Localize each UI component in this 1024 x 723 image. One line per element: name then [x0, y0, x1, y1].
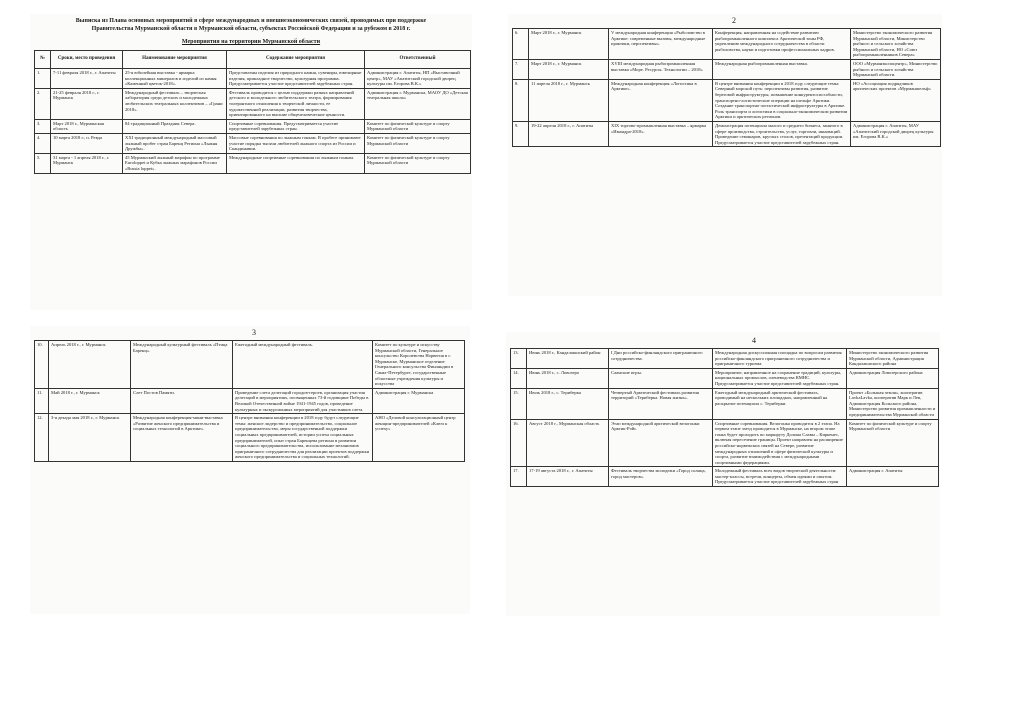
table-row [35, 341, 465, 389]
cell-number: 15. [511, 388, 527, 419]
cell-number: 9. [513, 121, 529, 146]
cell-date-place: 7-11 февраля 2018 г., г. Апатиты [51, 69, 123, 89]
cell-event-name: 45 Мурманский лыжный марафон по программе Euroloppet и Кубка лыжных марафонов России «Russia loppet». [123, 153, 227, 173]
cell-event-name: Четвертый Арктический фестиваль развития территорий «Териберка. Новая жизнь». [609, 388, 713, 419]
cell-event-name: Международный фестиваль – творческая лаборатория среди детских и молодежных любительских театральных коллективов – «Грани 2018». [123, 88, 227, 119]
section-subtitle: Мероприятия на территории Мурманской области [181, 39, 321, 45]
cell-date-place: Апрель 2018 г., г. Мурманск [49, 341, 131, 389]
cell-content: Конференция, направленная на содействие развитию рыбопромышленного комплекса Арктической зоны РФ, укреплению международного сотрудничества в области рыболовства, науки и подготовки профессиональных кадров. [713, 29, 851, 60]
cell-event-name: XXI традиционный международный массовый лыжный пробег стран Баренц Региона «Лыжня Дружбы». [123, 133, 227, 153]
cell-date-place: 10 марта 2018 г., п. Ревда [51, 133, 123, 153]
cell-content: Массовые соревнования по лыжным гонкам. В пробеге принимают участие порядка тысячи любителей лыжного спорта из России и Скандинавии. [227, 133, 365, 153]
cell-responsible: Комитет по физической культуре и спорту Мурманской области [365, 153, 471, 173]
cell-event-name: 25-я юбилейная выставка - ярмарка коллекционных минералов и изделий из камня «Каменный цветок-2018». [123, 69, 227, 89]
cell-event-name: Слет Постов Памяти. [131, 388, 233, 413]
cell-content: Спортивные соревнования. Предусматривается участие представителей зарубежных стран. [227, 119, 365, 133]
page-number: 4 [752, 336, 756, 345]
col-header-responsible: Ответственный [365, 51, 471, 69]
col-header-date-place: Сроки, место проведения [51, 51, 123, 69]
cell-date-place: Май 2018 г., г. Мурманск [49, 388, 131, 413]
document-title [30, 18, 472, 33]
cell-number: 13. [511, 349, 527, 369]
cell-event-name: 84 традиционный Праздник Севера. [123, 119, 227, 133]
cell-content: Демонстрация потенциала малого и среднего бизнеса, занятого в сфере производства, строительства, услуг, торговли, инноваций. Проведение семинаров, круглых столов, презентаций продукции. Предусматривается участие представителей зарубежных стран. [713, 121, 851, 146]
cell-number: 3. [35, 119, 51, 133]
cell-date-place: 17-19 августа 2018 г., г. Апатиты [527, 467, 609, 487]
cell-number: 5. [35, 153, 51, 173]
cell-number: 14. [511, 368, 527, 388]
cell-responsible: Министерство экономического развития Мурманской области, Администрация Кандалакшского района [847, 349, 939, 369]
table-row [511, 419, 939, 467]
cell-responsible: Администрация г. Апатиты, НП «Выставочный центр», МАУ «Апатитский городской дворец культуры им. Егорова В.К.» [365, 69, 471, 89]
cell-responsible: Комитет по физической культуре и спорту Мурманской области [847, 419, 939, 467]
cell-number: 17. [511, 467, 527, 487]
table-row [35, 388, 465, 413]
cell-event-name: Этап международной арктической велогонки Арктик-Рэйс. [609, 419, 713, 467]
cell-date-place: 31 марта - 1 апреля 2018 г., г. Мурманск [51, 153, 123, 173]
cell-content: Представлены изделия из природного камня, сувениры, ювелирные изделия, прикладное творчество, культурная программа. Предусматривается участие представителей зарубежных стран. [227, 69, 365, 89]
cell-event-name: Фестиваль творчества молодежи «Город солнца, город мастеров». [609, 467, 713, 487]
cell-date-place: 21-25 февраля 2018 г., г. Мурманск [51, 88, 123, 119]
cell-event-name: XVIII международная рыбопромышленная выставка «Море. Ресурсы. Технологии – 2018» [609, 59, 713, 79]
cell-number: 4. [35, 133, 51, 153]
document-page-2 [508, 14, 942, 296]
table-row [35, 69, 471, 89]
cell-date-place: Июнь 2018 г., с. Ловозеро [527, 368, 609, 388]
table-row [511, 349, 939, 369]
cell-content: Ежегодный международный арктический фестиваль, проводимый на нескольких площадках, направленный на раскрытие потенциала с. Териберки. [713, 388, 847, 419]
table-row [35, 119, 471, 133]
table-row [511, 388, 939, 419]
cell-responsible: АНО «Деловой консультационный центр женщин-предпринимателей «Ключ к успеху» [373, 414, 465, 462]
events-table-p4 [510, 348, 939, 487]
cell-date-place: 11 апреля 2018 г., г. Мурманск [529, 79, 609, 121]
cell-event-name: I Дни российско-финляндского приграничного сотрудничества. [609, 349, 713, 369]
cell-content: Международная дискуссионная площадка по вопросам развития российско-финляндского приграничного сотрудничества и приграничного туризма. [713, 349, 847, 369]
cell-event-name: Международный культурный фестиваль «Птица Баренц». [131, 341, 233, 389]
table-row [35, 133, 471, 153]
cell-event-name: Саамские игры. [609, 368, 713, 388]
cell-content: Спортивные соревнования. Велогонка проводится в 2 этапа. На первом этапе заезд проводится в Мурманске, на втором этапе гонка будет проходить по маршруту Долина Славы – Киркенес, включая пересечение границы. Проект направлен на расширение российско-норвежских связей на Севере, развитие международных отношений в сфере физической культуры и спорта, развитие взаимодействия с международными спортивными федерациями. [713, 419, 847, 467]
cell-date-place: Март 2018 г., г. Мурманск [529, 59, 609, 79]
events-table-p3 [34, 340, 465, 462]
cell-date-place: 19-22 апреля 2018 г., г. Апатиты [529, 121, 609, 146]
col-header-content: Содержание мероприятия [227, 51, 365, 69]
document-page-4 [506, 332, 940, 616]
cell-responsible: Комитет по физической культуре и спорту Мурманской области [365, 119, 471, 133]
cell-number: 1. [35, 69, 51, 89]
cell-date-place: Июль 2018 г., с. Териберка [527, 388, 609, 419]
table-row [511, 368, 939, 388]
cell-date-place: Март 2018 г., г. Мурманск [529, 29, 609, 60]
cell-date-place: 3-я декада мая 2018 г., г. Мурманск [49, 414, 131, 462]
cell-number: 6. [513, 29, 529, 60]
cell-number: 11. [35, 388, 49, 413]
cell-number: 2. [35, 88, 51, 119]
cell-event-name: Международная конференция-мини-выставка «Развитие женского предпринимательства и социальных технологий в Арктике». [131, 414, 233, 462]
page-number: 3 [252, 328, 256, 337]
cell-responsible: НО «Ассоциация подрядчиков арктических проектов «Мурманшельф» [851, 79, 941, 121]
cell-responsible: Администрация г. Апатиты, МАУ «Апатитский городской дворец культуры им. Егорова В.К.» [851, 121, 941, 146]
cell-content: Мероприятие, направленное на сохранение традиций, культуры, национальных промыслов, оленеводства КМНС. Предусматривается участие представителей зарубежных стран. [713, 368, 847, 388]
cell-responsible: Проект «Большая земля», кооператив LavkaLavka, кооператив Марк и Лев, Администрация Кольского района, Министерство развития промышленности и предпринимательства Мурманской области [847, 388, 939, 419]
cell-responsible: Комитет по культуре и искусству Мурманской области, Генеральное консульство Королевства Норвегия в г. Мурманске, Мурманское отделение Генерального консульства Финляндии в Санкт-Петербурге, государственные областные учреждения культуры и искусства [373, 341, 465, 389]
cell-responsible: Комитет по физической культуре и спорту Мурманской области [365, 133, 471, 153]
document-page-1 [30, 14, 472, 310]
cell-content: В центре внимания конференции в 2018 году будут следующие темы: женское лидерство и предпринимательство, социальное предпринимательство, меры государственной поддержки социальных предпринимателей, истории успеха социальных предпринимателей, опыт стран Баренцева региона в развитии социального предпринимательства, использование механизмов приграничного сотрудничества для реализации проектов поддержки женского предпринимательства и социальных технологий. [233, 414, 373, 462]
cell-event-name: Международная конференция «Логистика в Арктике». [609, 79, 713, 121]
table-header-row [35, 51, 471, 69]
table-row [35, 88, 471, 119]
cell-event-name: XIX торгово-промышленная выставка – ярмарка «Имандра-2018». [609, 121, 713, 146]
cell-responsible: Министерство экономического развития Мурманской области, Министерство рыбного и сельского хозяйства Мурманской области, НО «Союз рыбопромышленников Севера» [851, 29, 941, 60]
cell-responsible: Администрация г. Мурманска [373, 388, 465, 413]
events-table-p1 [34, 50, 471, 174]
table-row [513, 79, 941, 121]
cell-content: Молодежный фестиваль всех видов творческой деятельности: мастер-классы, встречи, концерты, обмен идеями и опытом. Предусматривается участие представителей зарубежных стран [713, 467, 847, 487]
cell-content: Проведение слета делегаций городов-героев, организация участия делегаций в мероприятиях, посвященных 73-й годовщине Победы в Великой Отечественной войне 1941-1945 годов, проведение культурных и экскурсионных мероприятий для участников слета. [233, 388, 373, 413]
cell-number: 7. [513, 59, 529, 79]
table-row [513, 29, 941, 60]
cell-date-place: Март 2018 г., Мурманская область [51, 119, 123, 133]
cell-number: 12. [35, 414, 49, 462]
title-line-2: Правительства Мурманской области в Мурманской области, субъектах Российской Федерации и за рубежом в 2018 г. [91, 25, 411, 32]
page-number: 2 [732, 16, 736, 25]
table-row [511, 467, 939, 487]
document-page-3 [30, 326, 470, 614]
cell-content: Международная рыбопромышленная выставка. [713, 59, 851, 79]
cell-date-place: Август 2018 г., Мурманская область [527, 419, 609, 467]
cell-content: Фестиваль проводится с целью поддержки разных направлений детского и молодежного любительского театра, формирования толерантного отношения к творческой личности, ее художественной реализации, развития творчества, ориентированного на высшие общечеловеческие ценности. [227, 88, 365, 119]
cell-number: 10. [35, 341, 49, 389]
cell-responsible: Администрация г. Мурманска, МАОУ ДО «Детская театральная школа» [365, 88, 471, 119]
table-row [513, 121, 941, 146]
title-line-1: Выписка из Плана основных мероприятий в сфере международных и внешнеэкономических связей, проводимых при поддержке [75, 18, 427, 24]
table-row [513, 59, 941, 79]
cell-responsible: Администрация г. Апатиты [847, 467, 939, 487]
col-header-event-name: Наименование мероприятия [123, 51, 227, 69]
cell-number: 8. [513, 79, 529, 121]
col-header-number: № [35, 51, 51, 69]
table-row [35, 153, 471, 173]
cell-content: Ежегодный международный фестиваль. [233, 341, 373, 389]
cell-date-place: Июнь 2018 г., Кандалакшский район [527, 349, 609, 369]
cell-responsible: ООО «Мурманэкспоцентр», Министерство рыбного и сельского хозяйства Мурманской области. [851, 59, 941, 79]
cell-content: Международные спортивные соревнования по лыжным гонкам. [227, 153, 365, 173]
events-table-p2 [512, 28, 941, 147]
cell-content: В центре внимания конференции в 2018 году следующие темы: Северный морской путь: перспективы развития, развитие береговой инфраструктуры, повышение конкурентоспособности, транспортно-логистические операции на шельфе Арктики. Создание транспортно-логистической инфраструктуры в Арктике. Роль транспорта и логистики в социально-экономическом развитии Арктики и арктических регионов. [713, 79, 851, 121]
cell-number: 16. [511, 419, 527, 467]
table-row [35, 414, 465, 462]
cell-event-name: V международная конференция «Рыболовство в Арктике: современные вызовы, международные практики, перспективы». [609, 29, 713, 60]
cell-responsible: Администрация Ловозерского района [847, 368, 939, 388]
